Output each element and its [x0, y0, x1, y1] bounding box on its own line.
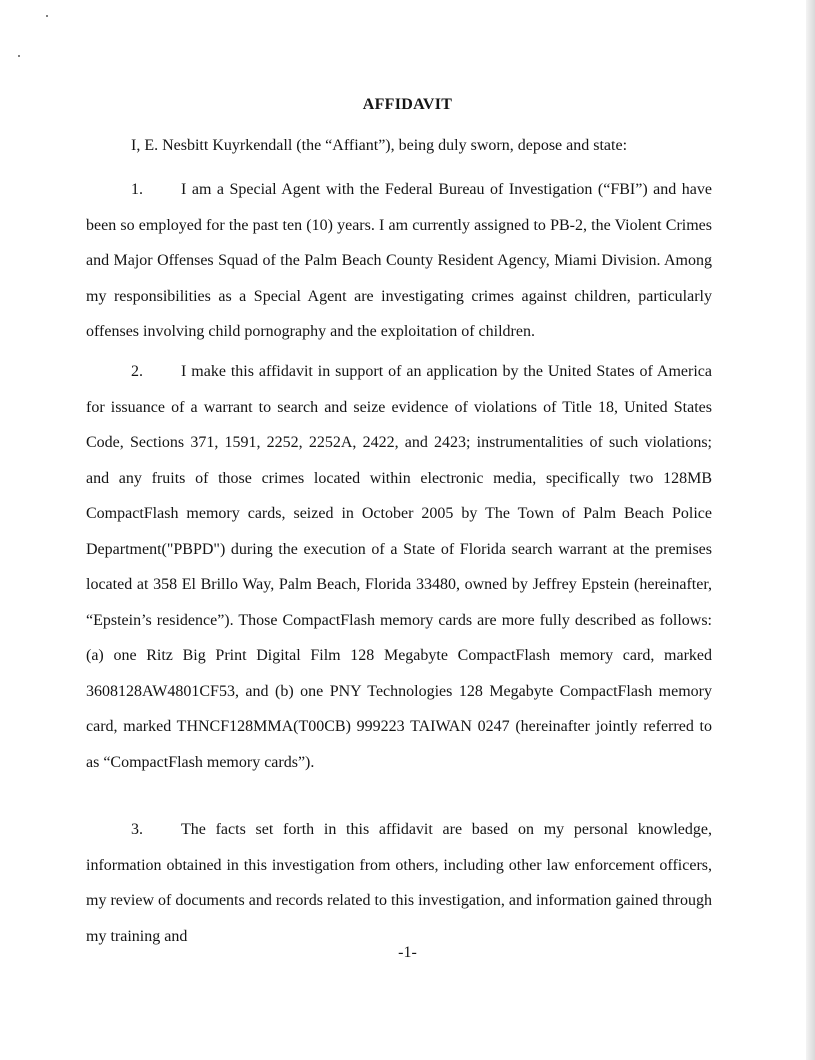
paragraph-number: 3. — [131, 821, 143, 838]
page-number: -1- — [398, 944, 417, 961]
numbered-paragraph-2 — [86, 354, 712, 780]
numbered-paragraph-1 — [86, 172, 712, 350]
paragraph-number: 2. — [131, 363, 143, 380]
intro-statement: I, E. Nesbitt Kuyrkendall (the “Affiant”), being duly sworn, depose and state: — [131, 137, 628, 154]
paragraph-text: I am a Special Agent with the Federal Bureau of Investigation (“FBI”) and have been so employed for the past ten (10) years. I am currently assigned to PB-2, the Violent Crimes and Major Offenses Squad of the Palm Beach County Resident Agency, Miami Division. Among my responsibilities as a Special Agent are investigating crimes against children, particularly offenses involving child pornography and the exploitation of children. — [86, 181, 712, 340]
paragraph-text: I make this affidavit in support of an application by the United States of America for issuance of a warrant to search and seize evidence of violations of Title 18, United States Code, Sections 371, 1591, 2252, 2252A, 2422, and 2423; instrumentalities of such violations; and any fruits of those crimes located within electronic media, specifically two 128MB CompactFlash memory cards, seized in October 2005 by The Town of Palm Beach Police Department("PBPD") during the execution of a State of Florida search warrant at the premises located at 358 El Brillo Way, Palm Beach, Florida 33480, owned by Jeffrey Epstein (hereinafter, “Epstein’s residence”). Those CompactFlash memory cards are more fully described as follows: (a) one Ritz Big Print Digital Film 128 Megabyte CompactFlash memory card, marked 3608128AW4801CF53, and (b) one PNY Technologies 128 Megabyte CompactFlash memory card, marked THNCF128MMA(T00CB) 999223 TAIWAN 0247 (hereinafter jointly referred to as “CompactFlash memory cards”). — [86, 363, 712, 771]
paragraph-number: 1. — [131, 181, 143, 198]
numbered-paragraph-3 — [86, 812, 712, 954]
document-title: AFFIDAVIT — [362, 96, 453, 113]
paragraph-text: The facts set forth in this affidavit are based on my personal knowledge, information obtained in this investigation from others, including other law enforcement officers, my review of documents and records related to this investigation, and information gained through my training and — [86, 821, 712, 945]
